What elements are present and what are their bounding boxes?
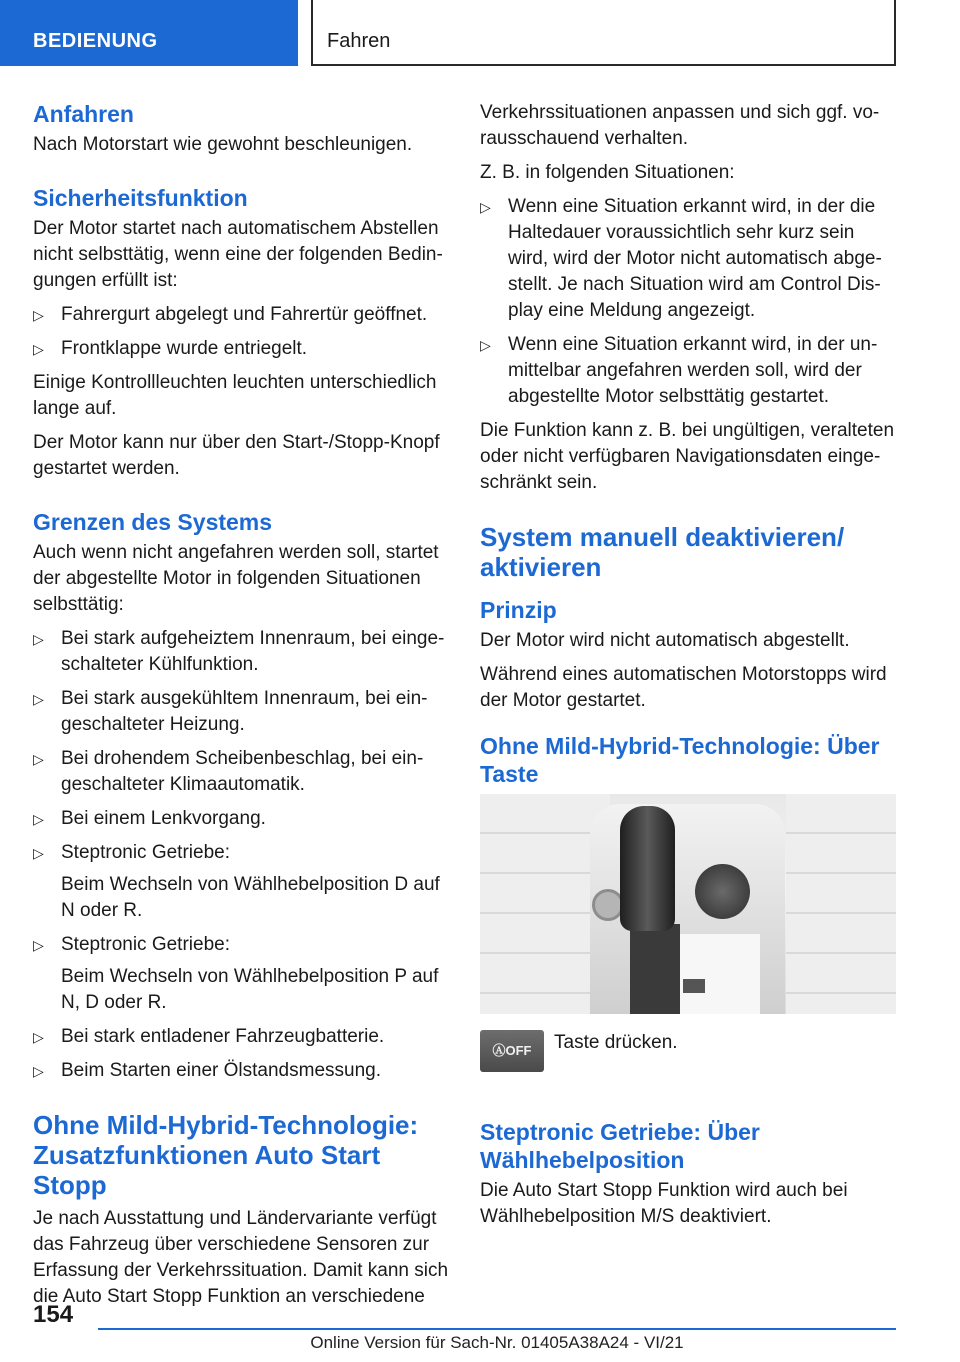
list-item: ▷ Wenn eine Situation erkannt wird, in der un-mittelbar angefahren werden soll, wird der abgestellte Motor selbsttätig gestartet. (480, 334, 878, 407)
list-item: ▷ Fahrergurt abgelegt und Fahrertür geöffnet. (33, 302, 449, 328)
triangle-bullet-icon: ▷ (480, 337, 491, 353)
heading-manuell-deaktivieren: System manuell deaktivieren/ aktivieren (480, 522, 845, 582)
chapter-tab: Fahren (311, 0, 896, 66)
heading-waehlhebelposition: Steptronic Getriebe: Über Wählhebelposition (480, 1119, 760, 1173)
heading-zusatzfunktionen: Ohne Mild-Hybrid-Technologie: Zusatzfunktionen Auto Start Stopp (33, 1110, 419, 1200)
list-item: ▷ Steptronic Getriebe: Beim Wechseln von Wählhebelposition D auf N oder R. (33, 842, 440, 921)
list-item: ▷ Bei drohendem Scheibenbeschlag, bei ein-geschalteter Klimaautomatik. (33, 748, 424, 795)
list-situationen (480, 194, 898, 410)
page-number: 154 (33, 1301, 74, 1328)
list-item: ▷ Bei stark entladener Fahrzeugbatterie. (33, 1024, 449, 1050)
left-column (33, 100, 449, 1318)
paragraph-prinzip-1: Der Motor wird nicht automatisch abgestellt. (480, 630, 850, 651)
list-item: ▷ Frontklappe wurde entriegelt. (33, 336, 449, 362)
paragraph-kontrollleuchten: Einige Kontrollleuchten leuchten unterschiedlich lange auf. (33, 372, 437, 419)
list-item: ▷ Wenn eine Situation erkannt wird, in der die Haltedauer voraussichtlich sehr kurz sein wird, wird der Motor nicht automatisch abge-stellt. Je nach Situation wird am Control Dis-play eine Meldung angezeigt. (480, 196, 882, 321)
center-console-photo (480, 794, 896, 1014)
paragraph-start-stopp-knopf: Der Motor kann nur über den Start-/Stopp-Knopf gestartet werden. (33, 432, 440, 479)
triangle-bullet-icon: ▷ (33, 1029, 44, 1045)
list-sicherheitsfunktion (33, 302, 449, 362)
paragraph-anfahren: Nach Motorstart wie gewohnt beschleunigen. (33, 134, 413, 155)
triangle-bullet-icon: ▷ (33, 937, 44, 953)
list-grenzen (33, 626, 449, 1084)
heading-anfahren: Anfahren (33, 101, 134, 127)
heading-prinzip: Prinzip (480, 597, 557, 623)
list-item: ▷ Bei stark ausgekühltem Innenraum, bei ein-geschalteter Heizung. (33, 688, 428, 735)
auto-start-stop-off-icon: ⒶOFF (480, 1030, 544, 1072)
paragraph-continued: Verkehrssituationen anpassen und sich ggf. vo-rausschauend verhalten. (480, 102, 880, 149)
list-item: ▷ Bei einem Lenkvorgang. (33, 806, 449, 832)
paragraph-prinzip-2: Während eines automatischen Motorstopps wird der Motor gestartet. (480, 664, 887, 711)
paragraph-sicherheitsfunktion: Der Motor startet nach automatischem Abstellen nicht selbsttätig, wenn eine der folgenden Bedin-gungen erfüllt ist: (33, 218, 443, 291)
footer-divider (98, 1328, 896, 1330)
paragraph-waehlhebelposition: Die Auto Start Stopp Funktion wird auch bei Wählhebelposition M/S deaktiviert. (480, 1180, 848, 1227)
footer-text: Online Version für Sach-Nr. 01405A38A24 - VI/21 (310, 1333, 684, 1352)
triangle-bullet-icon: ▷ (33, 307, 44, 323)
section-tab: BEDIENUNG (0, 0, 298, 66)
page-header (0, 0, 960, 66)
heading-ueber-taste: Ohne Mild-Hybrid-Technologie: Über Taste (480, 733, 880, 787)
paragraph-navigationsdaten: Die Funktion kann z. B. bei ungültigen, veralteten oder nicht verfügbaren Navigationsdaten einge-schränkt sein. (480, 420, 895, 493)
heading-sicherheitsfunktion: Sicherheitsfunktion (33, 185, 248, 211)
triangle-bullet-icon: ▷ (33, 1063, 44, 1079)
triangle-bullet-icon: ▷ (33, 811, 44, 827)
triangle-bullet-icon: ▷ (480, 199, 491, 215)
gear-selector-lever (620, 806, 675, 931)
triangle-bullet-icon: ▷ (33, 631, 44, 647)
paragraph-zusatzfunktionen: Je nach Ausstattung und Ländervariante verfügt das Fahrzeug über verschiedene Sensoren zur Erfassung der Verkehrssituation. Damit kann sich die Auto Start Stopp Funktion an verschiedene (33, 1208, 449, 1307)
controller-knob (695, 864, 750, 919)
triangle-bullet-icon: ▷ (33, 691, 44, 707)
paragraph-zb: Z. B. in folgenden Situationen: (480, 162, 735, 183)
list-item: ▷ Steptronic Getriebe: Beim Wechseln von Wählhebelposition P auf N, D oder R. (33, 934, 439, 1013)
heading-grenzen: Grenzen des Systems (33, 509, 273, 535)
list-item: ▷ Beim Starten einer Ölstandsmessung. (33, 1058, 449, 1084)
triangle-bullet-icon: ▷ (33, 845, 44, 861)
triangle-bullet-icon: ▷ (33, 751, 44, 767)
triangle-bullet-icon: ▷ (33, 341, 44, 357)
key-instruction-text: Taste drücken. (554, 1032, 678, 1053)
paragraph-grenzen: Auch wenn nicht angefahren werden soll, startet der abgestellte Motor in folgenden Situationen selbsttätig: (33, 542, 439, 615)
key-instruction (480, 1030, 898, 1092)
right-column (480, 100, 898, 1238)
list-item: ▷ Bei stark aufgeheiztem Innenraum, bei einge-schalteter Kühlfunktion. (33, 628, 445, 675)
